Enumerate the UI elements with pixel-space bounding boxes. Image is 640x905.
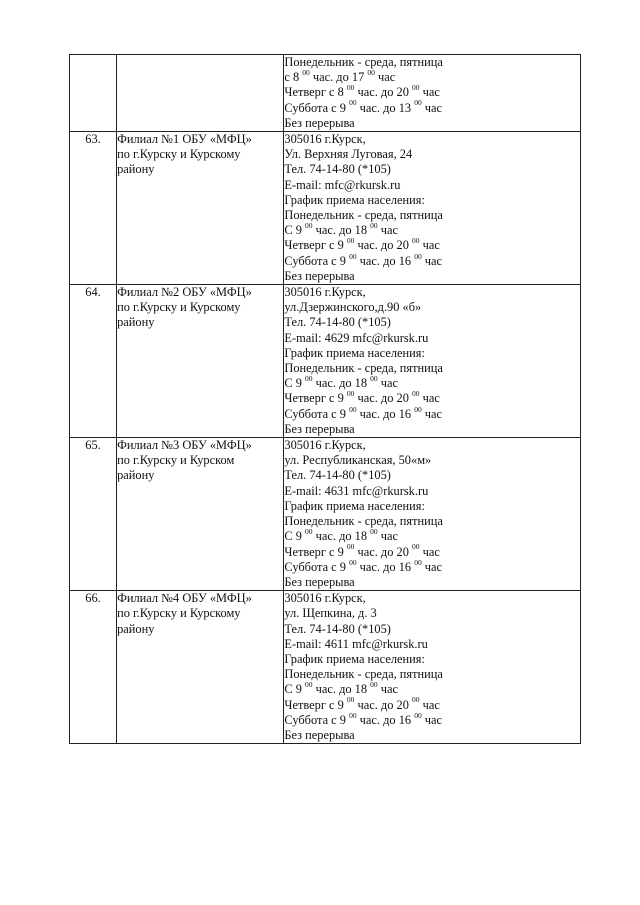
info-text: Без перерыва (284, 421, 355, 436)
time-minutes-superscript: 00 (414, 404, 422, 414)
table-row (70, 591, 581, 744)
info-text: E-mail: 4631 mfc@rkursk.ru (284, 483, 429, 498)
info-line (284, 251, 580, 269)
info-line (284, 315, 580, 330)
branch-info-cell (284, 285, 581, 438)
branch-info-cell (284, 132, 581, 285)
info-text: час (421, 100, 443, 115)
info-text: час (421, 253, 443, 268)
time-minutes-superscript: 00 (305, 527, 313, 537)
info-line (284, 331, 580, 346)
info-text: час. до 20 (354, 238, 413, 253)
info-text: График приема населения: (284, 192, 425, 207)
info-text: 305016 г.Курск, (284, 285, 366, 300)
info-line (284, 652, 580, 667)
branch-info-cell (284, 55, 581, 132)
info-text: час (377, 682, 398, 697)
info-line (284, 132, 580, 147)
info-line (284, 468, 580, 483)
time-minutes-superscript: 00 (414, 98, 422, 108)
info-line (284, 404, 580, 422)
info-text: час. до 20 (354, 544, 413, 559)
branch-name-line: по г.Курску и Курском (117, 453, 235, 468)
time-minutes-superscript: 00 (412, 83, 420, 93)
branch-name-line: по г.Курску и Курскому (117, 300, 241, 315)
info-line (284, 484, 580, 499)
info-line (284, 422, 580, 437)
time-minutes-superscript: 00 (302, 68, 310, 78)
info-text: С 9 (284, 376, 306, 391)
info-text: час. до 20 (354, 391, 413, 406)
info-line (284, 346, 580, 361)
info-text: Тел. 74-14-80 (*105) (284, 621, 391, 636)
info-line (284, 529, 580, 544)
info-text: час (419, 238, 440, 253)
branch-table-body (70, 55, 581, 744)
info-text: E-mail: mfc@rkursk.ru (284, 177, 401, 192)
info-line (284, 116, 580, 131)
branch-name-cell (117, 285, 284, 438)
info-line (284, 453, 580, 468)
info-line (284, 710, 580, 728)
info-text: час. до 18 (312, 376, 371, 391)
time-minutes-superscript: 00 (370, 374, 378, 384)
info-line (284, 438, 580, 453)
info-text: Четверг с 9 (284, 391, 347, 406)
info-line (284, 98, 580, 116)
info-text: Без перерыва (284, 268, 355, 283)
info-text: Без перерыва (284, 727, 355, 742)
branch-name-line: Филиал №1 ОБУ «МФЦ» (117, 132, 252, 147)
branch-name-line: Филиал №2 ОБУ «МФЦ» (117, 285, 252, 300)
time-minutes-superscript: 00 (370, 221, 378, 231)
info-text: Понедельник - среда, пятница (284, 361, 443, 376)
time-minutes-superscript: 00 (412, 389, 420, 399)
branch-name-line: району (117, 162, 155, 177)
time-minutes-superscript: 00 (346, 695, 355, 705)
info-line (284, 606, 580, 621)
info-text: 305016 г.Курск, (284, 438, 366, 453)
info-text: ул. Щепкина, д. 3 (284, 606, 377, 621)
info-text: График приема населения: (284, 651, 425, 666)
info-line (284, 514, 580, 529)
info-line (284, 557, 580, 575)
info-text: час (421, 406, 443, 421)
info-text: час. до 18 (312, 529, 371, 544)
info-text: Тел. 74-14-80 (*105) (284, 468, 391, 483)
info-line (284, 285, 580, 300)
info-text: Четверг с 9 (284, 238, 347, 253)
info-text: 305016 г.Курск, (284, 591, 366, 606)
info-text: час (419, 85, 440, 100)
branch-name-line: району (117, 315, 155, 330)
info-text: С 9 (284, 529, 306, 544)
info-line (284, 361, 580, 376)
row-number-cell: 64. (70, 285, 117, 438)
info-text: час (419, 391, 440, 406)
row-number-cell: 63. (70, 132, 117, 285)
table-row (70, 438, 581, 591)
branch-info-cell (284, 591, 581, 744)
info-line (284, 542, 580, 560)
time-minutes-superscript: 00 (349, 710, 357, 720)
time-minutes-superscript: 00 (412, 236, 420, 246)
info-line (284, 55, 580, 70)
info-text: час. до 16 (356, 712, 415, 727)
info-text: Без перерыва (284, 574, 355, 589)
info-line (284, 208, 580, 223)
info-text: E-mail: 4629 mfc@rkursk.ru (284, 330, 429, 345)
info-line (284, 178, 580, 193)
info-text: час. до 18 (312, 223, 371, 238)
info-text: Суббота с 9 (284, 253, 350, 268)
info-text: час. до 17 (309, 70, 368, 85)
info-text: час. до 16 (356, 559, 415, 574)
time-minutes-superscript: 00 (367, 68, 375, 78)
row-number-cell: 66. (70, 591, 117, 744)
info-text: Суббота с 9 (284, 559, 350, 574)
time-minutes-superscript: 00 (305, 374, 313, 384)
info-text: час (377, 223, 398, 238)
time-minutes-superscript: 00 (414, 251, 422, 261)
branch-name-cell (117, 591, 284, 744)
info-line (284, 376, 580, 391)
info-text: 305016 г.Курск, (284, 132, 366, 147)
time-minutes-superscript: 00 (414, 710, 422, 720)
table-row (70, 55, 581, 132)
info-text: час. до 18 (312, 682, 371, 697)
info-line (284, 391, 580, 406)
info-line (284, 728, 580, 743)
time-minutes-superscript: 00 (346, 389, 355, 399)
info-line (284, 238, 580, 253)
info-text: График приема населения: (284, 345, 425, 360)
info-line (284, 223, 580, 238)
info-text: Суббота с 9 (284, 712, 350, 727)
info-line (284, 70, 580, 85)
info-text: час. до 16 (356, 406, 415, 421)
row-number-cell (70, 55, 117, 132)
info-line (284, 622, 580, 637)
time-minutes-superscript: 00 (349, 557, 357, 567)
info-text: час. до 20 (354, 697, 413, 712)
time-minutes-superscript: 00 (412, 695, 420, 705)
branch-name-line: по г.Курску и Курскому (117, 147, 241, 162)
info-text: час (377, 376, 398, 391)
branch-name-cell (117, 55, 284, 132)
info-line (284, 300, 580, 315)
info-text: Понедельник - среда, пятница (284, 208, 443, 223)
info-text: час. до 13 (356, 100, 415, 115)
branch-name-line: району (117, 468, 155, 483)
branch-name-cell (117, 438, 284, 591)
info-line (284, 695, 580, 713)
info-text: График приема населения: (284, 498, 425, 513)
info-text: Понедельник - среда, пятница (284, 667, 443, 682)
info-text: Четверг с 9 (284, 544, 347, 559)
info-line (284, 162, 580, 177)
info-text: час (421, 559, 443, 574)
info-line (284, 637, 580, 652)
time-minutes-superscript: 00 (349, 404, 357, 414)
branch-name-line: Филиал №3 ОБУ «МФЦ» (117, 438, 252, 453)
info-line (284, 269, 580, 284)
info-text: Без перерыва (284, 115, 355, 130)
time-minutes-superscript: 00 (349, 98, 357, 108)
time-minutes-superscript: 00 (412, 542, 420, 552)
info-text: Понедельник - среда, пятница (284, 55, 443, 69)
time-minutes-superscript: 00 (349, 251, 357, 261)
time-minutes-superscript: 00 (305, 680, 313, 690)
info-line (284, 682, 580, 697)
info-line (284, 499, 580, 514)
info-text: час. до 20 (354, 85, 413, 100)
time-minutes-superscript: 00 (346, 236, 355, 246)
info-line (284, 575, 580, 590)
info-text: час. до 16 (356, 253, 415, 268)
info-text: Суббота с 9 (284, 100, 350, 115)
info-text: час (374, 70, 396, 85)
info-text: с 8 (284, 70, 303, 85)
info-text: Суббота с 9 (284, 406, 350, 421)
info-text: С 9 (284, 682, 306, 697)
info-text: ул.Дзержинского,д.90 «б» (284, 300, 422, 315)
branch-name-line: по г.Курску и Курскому (117, 606, 241, 621)
info-line (284, 85, 580, 100)
info-line (284, 591, 580, 606)
info-text: час (377, 529, 398, 544)
info-line (284, 147, 580, 162)
info-text: час (419, 697, 440, 712)
info-text: час (419, 544, 440, 559)
info-text: Четверг с 8 (284, 85, 347, 100)
branch-table (69, 54, 581, 744)
info-text: ул. Республиканская, 50«м» (284, 453, 432, 468)
branch-name-line: району (117, 621, 155, 636)
info-text: Тел. 74-14-80 (*105) (284, 315, 391, 330)
branch-name-cell (117, 132, 284, 285)
info-text: Ул. Верхняя Луговая, 24 (284, 147, 413, 162)
info-text: E-mail: 4611 mfc@rkursk.ru (284, 636, 428, 651)
info-line (284, 667, 580, 682)
row-number-cell: 65. (70, 438, 117, 591)
info-line (284, 193, 580, 208)
time-minutes-superscript: 00 (414, 557, 422, 567)
time-minutes-superscript: 00 (370, 680, 378, 690)
branch-name-line: Филиал №4 ОБУ «МФЦ» (117, 591, 252, 606)
time-minutes-superscript: 00 (346, 83, 355, 93)
info-text: Понедельник - среда, пятница (284, 514, 443, 529)
table-row (70, 285, 581, 438)
time-minutes-superscript: 00 (305, 221, 313, 231)
time-minutes-superscript: 00 (346, 542, 355, 552)
table-row (70, 132, 581, 285)
info-text: Четверг с 9 (284, 697, 347, 712)
info-text: Тел. 74-14-80 (*105) (284, 162, 391, 177)
info-text: С 9 (284, 223, 306, 238)
time-minutes-superscript: 00 (370, 527, 378, 537)
info-text: час (421, 712, 443, 727)
branch-info-cell (284, 438, 581, 591)
